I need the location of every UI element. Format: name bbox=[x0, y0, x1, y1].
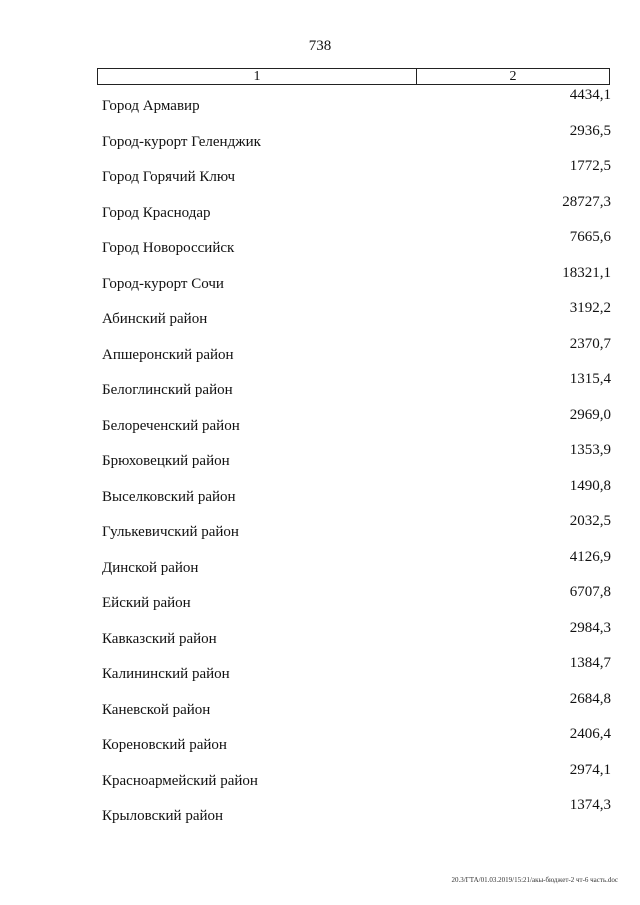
table-row bbox=[0, 157, 640, 193]
table-row bbox=[0, 690, 640, 726]
table-row bbox=[0, 512, 640, 548]
row-value: 4434,1 bbox=[569, 87, 611, 103]
table-row bbox=[0, 583, 640, 619]
row-value: 18321,1 bbox=[562, 264, 611, 281]
table-row bbox=[0, 761, 640, 797]
table-row bbox=[0, 796, 640, 832]
row-name: Крыловский район bbox=[102, 808, 224, 824]
row-value: 4126,9 bbox=[569, 548, 611, 565]
row-value: 2684,8 bbox=[569, 690, 611, 707]
row-value: 2974,1 bbox=[569, 761, 611, 778]
table-row bbox=[0, 654, 640, 690]
row-name: Ейский район bbox=[102, 595, 191, 611]
row-name: Белоглинский район bbox=[102, 382, 233, 398]
row-value: 2032,5 bbox=[569, 513, 611, 529]
row-name: Калининский район bbox=[102, 666, 230, 682]
row-name: Выселковский район bbox=[102, 488, 236, 505]
table-body bbox=[0, 86, 640, 832]
row-name: Город Армавир bbox=[102, 98, 200, 114]
row-name: Абинский район bbox=[102, 311, 208, 327]
row-value: 1772,5 bbox=[569, 158, 611, 174]
column-header-1: 1 bbox=[98, 69, 417, 84]
row-value: 7665,6 bbox=[569, 229, 611, 245]
row-name: Город-курорт Геленджик bbox=[102, 133, 261, 150]
table-row bbox=[0, 477, 640, 513]
table-row bbox=[0, 299, 640, 335]
table-row bbox=[0, 725, 640, 761]
footer-file-note: 20.3/ГТА/01.03.2019/15:21/акы-бюджет-2 чт-6 часть.doc bbox=[451, 876, 618, 884]
table-row bbox=[0, 335, 640, 371]
row-name: Апшеронский район bbox=[102, 346, 234, 363]
row-name: Город Новороссийск bbox=[102, 240, 235, 256]
row-value: 2984,3 bbox=[569, 619, 611, 636]
table-row bbox=[0, 406, 640, 442]
table-row bbox=[0, 86, 640, 122]
row-name: Динской район bbox=[102, 559, 199, 576]
row-value: 3192,2 bbox=[569, 300, 611, 316]
table-row bbox=[0, 548, 640, 584]
row-name: Каневской район bbox=[102, 701, 211, 718]
table-row bbox=[0, 264, 640, 300]
table-row bbox=[0, 619, 640, 655]
row-value: 28727,3 bbox=[562, 193, 611, 210]
table-row bbox=[0, 122, 640, 158]
row-value: 1315,4 bbox=[569, 371, 611, 387]
row-name: Белореченский район bbox=[102, 417, 240, 434]
row-name: Кавказский район bbox=[102, 630, 217, 647]
row-name: Гулькевичский район bbox=[102, 524, 239, 540]
column-header-2: 2 bbox=[509, 68, 517, 84]
table-row bbox=[0, 370, 640, 406]
table-row bbox=[0, 193, 640, 229]
row-value: 1490,8 bbox=[569, 477, 611, 494]
row-name: Город Горячий Ключ bbox=[102, 169, 236, 185]
row-value: 2969,0 bbox=[569, 406, 611, 423]
row-name: Город Краснодар bbox=[102, 204, 211, 221]
table-row bbox=[0, 228, 640, 264]
row-value: 1374,3 bbox=[569, 797, 611, 813]
table-header bbox=[97, 68, 610, 85]
page-number: 738 bbox=[308, 38, 332, 54]
row-name: Брюховецкий район bbox=[102, 453, 230, 469]
row-value: 2406,4 bbox=[569, 726, 611, 742]
table-row bbox=[0, 441, 640, 477]
row-name: Город-курорт Сочи bbox=[102, 275, 224, 292]
row-value: 2370,7 bbox=[569, 335, 611, 352]
row-value: 1384,7 bbox=[569, 655, 611, 671]
row-value: 6707,8 bbox=[569, 584, 611, 600]
row-value: 2936,5 bbox=[569, 122, 611, 139]
row-name: Кореновский район bbox=[102, 737, 227, 753]
row-value: 1353,9 bbox=[569, 442, 611, 458]
row-name: Красноармейский район bbox=[102, 772, 258, 789]
